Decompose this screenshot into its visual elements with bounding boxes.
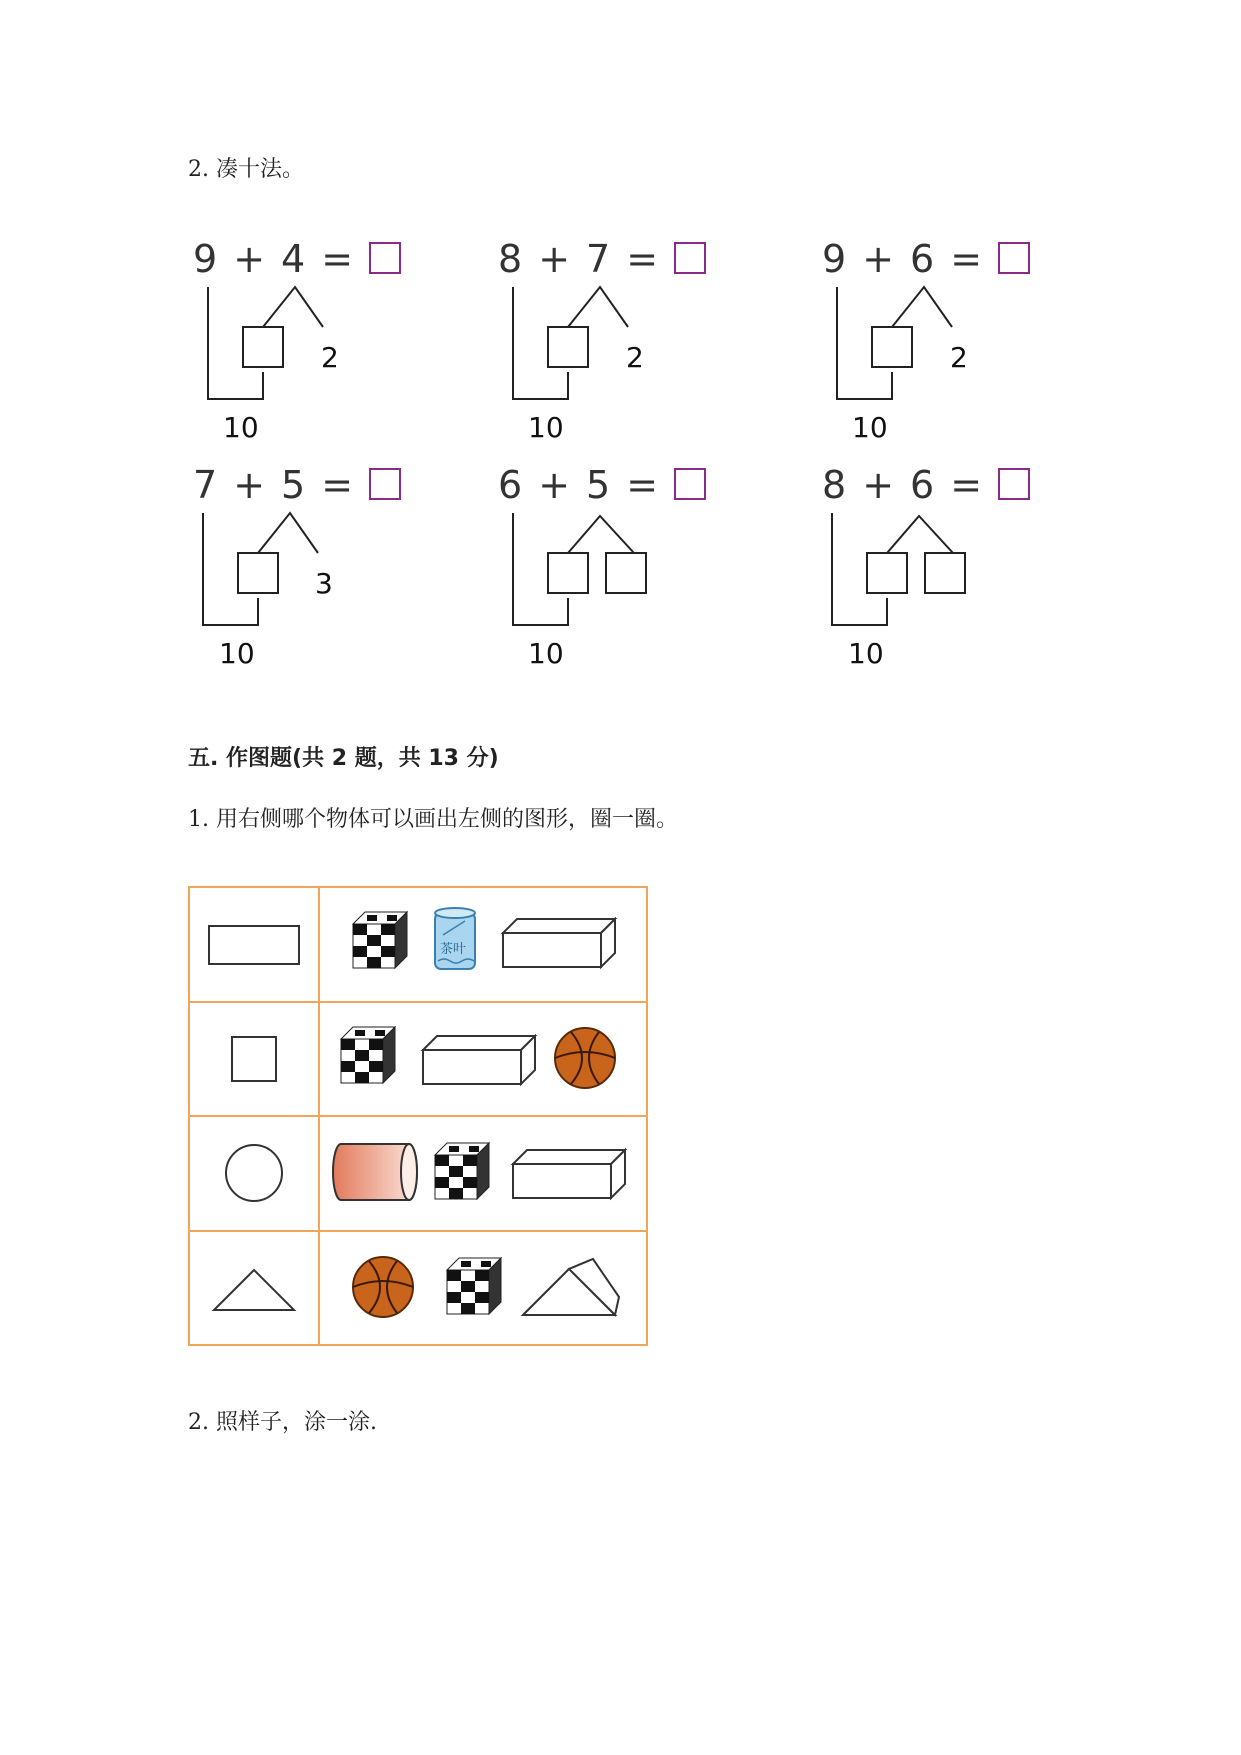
question-2-title: 2. 凑十法。 xyxy=(188,157,304,182)
basketball-icon[interactable] xyxy=(555,1028,615,1088)
plane-shape-cell xyxy=(189,1116,319,1231)
object-options xyxy=(323,1126,643,1216)
table-row xyxy=(189,887,647,1002)
ten-label: 10 xyxy=(528,637,564,670)
equation-block xyxy=(498,237,758,447)
equation-expression: 8 + 6 = xyxy=(822,463,1044,507)
plane-shape-cell xyxy=(189,1002,319,1117)
equation-block xyxy=(822,237,1082,447)
equation-expression: 8 + 7 = xyxy=(498,237,720,281)
triangular-prism-icon[interactable] xyxy=(523,1259,619,1315)
fill-in-box xyxy=(548,327,588,367)
fill-in-box xyxy=(872,327,912,367)
fill-in-box xyxy=(606,553,646,593)
given-number: 3 xyxy=(315,567,333,600)
ten-label: 10 xyxy=(223,411,259,444)
fill-in-box xyxy=(243,327,283,367)
object-options-cell xyxy=(319,887,647,1002)
object-options-cell xyxy=(319,1231,647,1346)
plane-shape-cell xyxy=(189,1231,319,1346)
tea-can-icon[interactable] xyxy=(435,908,475,969)
decomposition-diagram xyxy=(498,463,758,673)
section-5-heading: 五. 作图题(共 2 题，共 13 分) xyxy=(188,746,499,771)
decomposition-diagram xyxy=(822,237,1082,447)
equation-block xyxy=(822,463,1082,673)
fill-in-box xyxy=(867,553,907,593)
ten-label: 10 xyxy=(219,637,255,670)
square-icon xyxy=(224,1029,284,1089)
circle-icon xyxy=(219,1138,289,1208)
cuboid-box-icon[interactable] xyxy=(513,1150,625,1198)
equation-block xyxy=(498,463,758,673)
cuboid-box-icon[interactable] xyxy=(423,1036,535,1084)
checkered-cube-icon[interactable] xyxy=(447,1258,501,1314)
table-row xyxy=(189,1231,647,1346)
rectangle-icon xyxy=(204,914,304,974)
question-5-2-text: 2. 照样子，涂一涂. xyxy=(188,1410,377,1435)
cuboid-box-icon[interactable] xyxy=(503,919,615,967)
table-row xyxy=(189,1116,647,1231)
given-number: 2 xyxy=(626,341,644,374)
equation-expression: 6 + 5 = xyxy=(498,463,720,507)
object-options-cell xyxy=(319,1002,647,1117)
given-number: 2 xyxy=(950,341,968,374)
fill-in-box xyxy=(925,553,965,593)
basketball-icon[interactable] xyxy=(353,1257,413,1317)
ten-label: 10 xyxy=(852,411,888,444)
equation-block xyxy=(193,237,453,447)
triangle-icon xyxy=(204,1258,304,1318)
checkered-cube-icon[interactable] xyxy=(353,912,407,968)
table-row xyxy=(189,1002,647,1117)
checkered-cube-icon[interactable] xyxy=(435,1143,489,1199)
cylinder-icon[interactable] xyxy=(333,1144,417,1200)
object-options-cell xyxy=(319,1116,647,1231)
checkered-cube-icon[interactable] xyxy=(341,1027,395,1083)
decomposition-diagram xyxy=(193,463,453,673)
fill-in-box xyxy=(238,553,278,593)
equation-expression: 9 + 6 = xyxy=(822,237,1044,281)
equation-expression: 9 + 4 = xyxy=(193,237,415,281)
object-options xyxy=(323,897,643,987)
decomposition-diagram xyxy=(822,463,1082,673)
fill-in-box xyxy=(548,553,588,593)
object-options xyxy=(323,1012,643,1102)
given-number: 2 xyxy=(321,341,339,374)
object-options xyxy=(323,1241,643,1331)
decomposition-diagram xyxy=(498,237,758,447)
svg-text:茶叶: 茶叶 xyxy=(440,942,467,958)
shape-matching-table xyxy=(188,886,648,1346)
equation-block xyxy=(193,463,453,673)
question-5-1-text: 1. 用右侧哪个物体可以画出左侧的图形，圈一圈。 xyxy=(188,807,678,832)
plane-shape-cell xyxy=(189,887,319,1002)
ten-label: 10 xyxy=(528,411,564,444)
equation-expression: 7 + 5 = xyxy=(193,463,415,507)
ten-label: 10 xyxy=(848,637,884,670)
decomposition-diagram xyxy=(193,237,453,447)
